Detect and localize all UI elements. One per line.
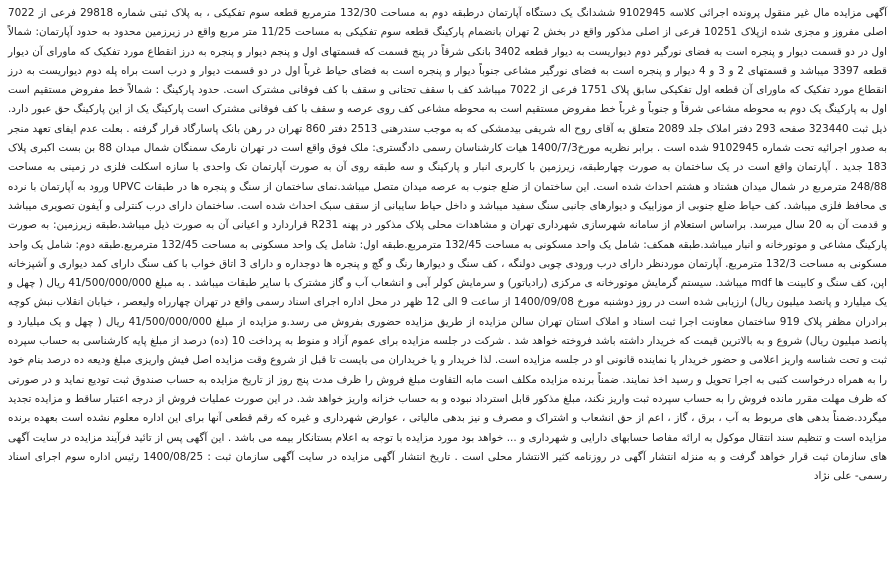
auction-notice-text: آگهی مزایده مال غیر منقول پرونده اجرائی کلاسه 9102945 ششدانگ یک دستگاه آپارتمان درطبقه دوم به مساحت 132/30 مترمربع قطعه سوم تفکیکی ، به پلاک ثبتی شماره 29818 فرعی از 7022 اصلی مفروز و مجزی شده ازپلاک 10251 فرعی از اصلی مذکور واقع در بخش 2 تهران بانضمام پارکینگ قطعه سوم تفکیکی به مساحت 11/25 متر مربع واقع در زیرزمین محدود به حدود آپارتمان: شمالاً اول در دو قسمت دیوار و پنجره است به فضای نورگیر دوم دیواریست به دیوار قطعه 3402 بانکی شرقاً در پنج قسمت که قسمتهای اول و پنجم دیوار و پنجره به درز انقطاع مورد تفکیک که ماورای آن دیوار قطعه 3397 میباشد و قسمتهای 2 و 3 و 4 دیوار و پنجره است به فضای نورگیر مشاعی جنوباً دیوار و پنجره است به فضای حیاط غرباً اول در دو قسمت دیوار و درب است براه پله دوم دیواریست به درز انقطاع مورد تفکیک که ماورای آن قطعه اول تفکیکی سابق پلاک 1751 فرعی از 7022 میباشد کف با سقف تحتانی و سقف با کف فوقانی مشترک است. حدود پارکینگ : شمالاً خط مفروض مستقیم است اول به پارکینگ یک دوم به محوطه مشاعی شرقاً و جنوباً و غرباً خط مفروض مستقیم است به محوطه مشاعی کف روی عرصه و سقف با کف فوقانی مشترک است پارکینگ یک از این پارکینگ حق عبور دارد. ذیل ثبت 323440 صفحه 293 دفتر املاک جلد 2089 متعلق به آقای روح اله شریفی بیدمشکی که به موجب سندرهنی 2513 دفتر 860 تهران در رهن بانک پاسارگاد قرار گرفته . بعلت عدم ایفای تعهد منجر به صدور اجرائیه تحت شماره 9102945 شده است . برابر نظریه مورخ1400/7/3 هیات کارشناسان رسمی دادگستری: ملک فوق واقع است در تهران نارمک سمنگان شمال میدان 88 بن بست اکبری پلاک 183 جدید . آپارتمان واقع است در یک ساختمان به صورت چهارطبقه، زیرزمین با کاربری انبار و پارکینگ و سه طبقه روی آن به صورت آپارتمان تک واحدی با سازه اسکلت فلزی در زمینی به مساحت 248/88 مترمربع در شمال میدان هشتاد و هشتم احداث شده است. این ساختمان از ضلع جنوب به عرصه میدان متصل میباشد.نمای ساختمان از سنگ و پنجره ها در طبقات UPVC ورود به آپارتمان با نرده ی محافظ فلزی میباشد. کف حیاط ضلع جنوبی از موزاییک و دیوارهای جانبی سنگ سفید میباشد و داخل حیاط سایبانی از سقف سبک احداث شده است. ساختمان دارای درب کنترلی و آیفون تصویری میباشد و قدمت آن به 20 سال میرسد. براساس استعلام از سامانه شهرسازی شهرداری تهران و مشاهدات محلی پلاک مذکور در پهنه R231 قراردارد و اعیانی آن به صورت ذیل میباشد.طبقه زیرزمین: به صورت پارکینگ مشاعی و موتورخانه و انبار میباشد.طبقه همکف: شامل یک واحد مسکونی به مساحت 132/45 مترمربع.طبقه اول: شامل یک واحد مسکونی به مساحت 132/45 مترمربع.طبقه دوم: شامل یک واحد مسکونی به مساحت 132/3 مترمربع. آپارتمان موردنظر دارای درب ورودی چوبی دولنگه ، کف سنگ و دیوارها رنگ و گچ و پنجره ها دوجداره و دارای 3 اتاق خواب با کف سنگ دارای کمد دیواری و آشپزخانه اپن، کف سنگ و کابینت ها mdf میباشد. سیستم گرمایش موتورخانه ی مرکزی (رادیاتور) و سرمایش کولر آبی و انشعاب آب و گاز مشترک با سایر طبقات میباشد . به مبلغ 41/500/000/000 ریال ( چهل و یک میلیارد و پانصد میلیون ریال) ارزیابی شده است در روز دوشنبه مورخ 1400/09/08 از ساعت 9 الی 12 ظهر در محل اداره اجرای اسناد رسمی واقع در تهران چهارراه ولیعصر ، خیابان انقلاب نبش کوچه برادران مظفر پلاک 919 ساختمان معاونت اجرا ثبت اسناد و املاک استان تهران سالن مزایده از طریق مزایده حضوری بفروش می رسد.و مزایده از مبلغ 41/500/000/000 ریال ( چهل و یک میلیارد و پانصد میلیون ریال) شروع و به بالاترین قیمت که خریدار داشته باشد فروخته خواهد شد . شرکت در جلسه مزایده برای عموم آزاد و منوط به پرداخت 10 (ده) درصد از مبلغ پایه کارشناسی به حساب سپرده ثبت و تحت شناسه واریز اعلامی و حضور خریدار یا نماینده قانونی او در جلسه مزایده است. لذا خریدار و یا خریداران می بایست تا قبل از شروع وقت مزایده اصل فیش واریزی مبلغ ودیعه ده درصد بنام خود را به همراه درخواست کتبی به اجرا تحویل و رسید اخذ نمایند. ضمناً برنده مزایده مکلف است مابه التفاوت مبلغ فروش را ظرف مدت پنج روز از تاریخ مزایده به حساب صندوق ثبت تودیع نماید و در صورتی که ظرف مهلت مقرر مانده فروش را به حساب سپرده ثبت واریز نکند، مبلغ مذکور قابل استرداد نبوده و به حساب خزانه واریز خواهد شد. در این صورت عملیات فروش از درجه اعتبار ساقط و مزایده تجدید میگردد.ضمناً بدهی های مربوط به آب ، برق ، گاز ، اعم از حق انشعاب و اشتراک و مصرف و نیز بدهی مالیاتی ، عوارض شهرداری و غیره که رقم قطعی آنها برای این اداره معلوم نشده است بعهده برنده مزایده است و تنظیم سند انتقال موکول به ارائه مفاصا حسابهای دارایی و شهرداری و ... خواهد بود مورد مزایده با توجه به اعلام بستانکار بیمه می باشد . این آگهی پس از تائید فرآیند مزایده در سایت آگهی های سازمان ثبت قرار خواهد گرفت و به منزله انتشار آگهی در روزنامه کثیر الانتشار محلی است . تاریخ انتشار آگهی مزایده در سایت آگهی سازمان ثبت : 1400/08/25 رئیس اداره سوم اجرای اسناد رسمی- علی نژاد [8,7,888,483]
